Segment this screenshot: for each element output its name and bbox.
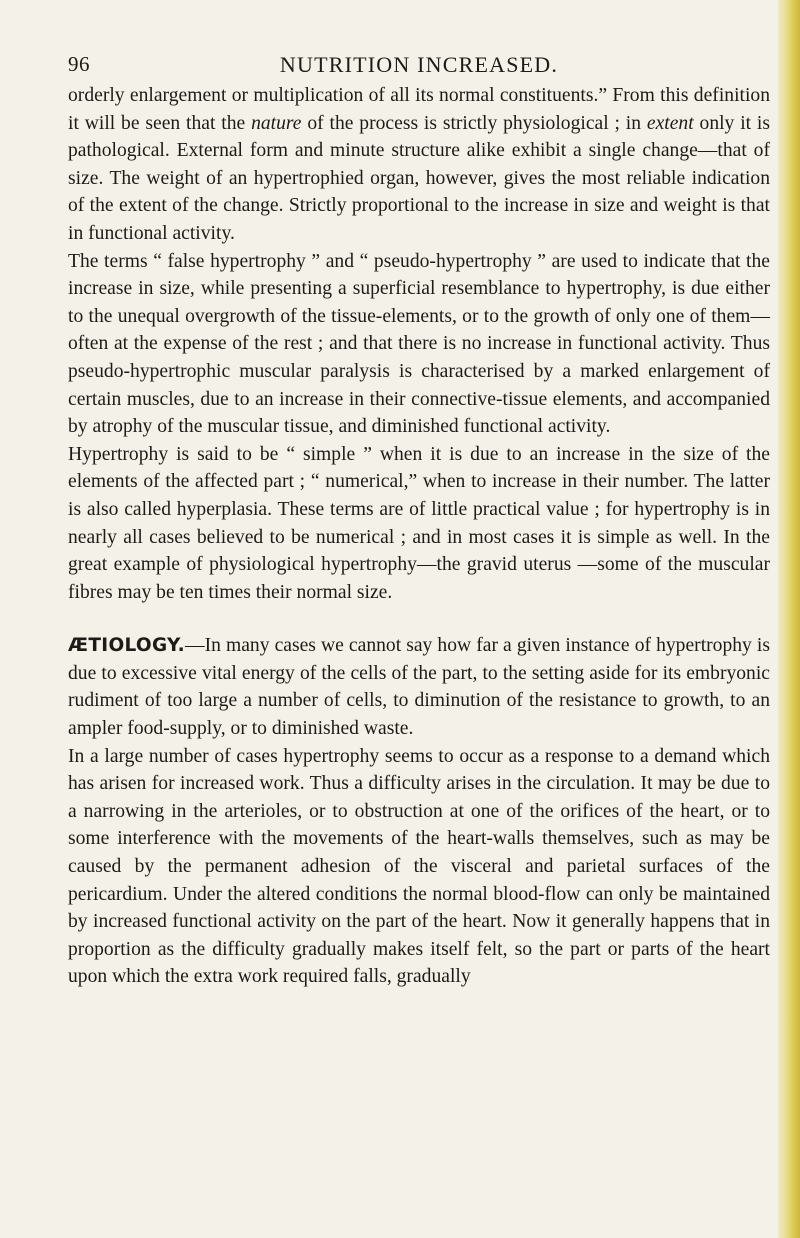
paragraph-5: In a large number of cases hypertrophy seems to occur as a response to a demand which has arisen for increased work. Thus a difficulty arises in the circulation. It may be due to a narrowing in the arterioles, or to obstruction at one of the orifices of the heart, or to some interference with the movements of the heart-walls themselves, such as may be caused by the permanent adhesion of the visceral and parietal surfaces of the pericardium. Under the altered conditions the normal blood-flow can only be maintained by increased functional activity on the part of the heart. Now it generally happens that in proportion as the difficulty gradually makes itself felt, so the part or parts of the heart upon which the extra work required falls, gradually bbox=[68, 745, 770, 988]
paragraph-4 bbox=[68, 632, 770, 742]
italic-nature: nature bbox=[251, 112, 302, 134]
paragraph-4-text: —In many cases we cannot say how far a given instance of hypertrophy is due to excessive vital energy of the cells of the part, to the setting aside for its embryonic rudiment of too large a number of cells, to diminution of the resistance to growth, to an ampler food-supply, or to diminished waste. bbox=[68, 635, 770, 740]
paragraph-1 bbox=[68, 82, 770, 248]
paragraph-2: The terms “ false hypertrophy ” and “ pseudo-hypertrophy ” are used to indicate that the increase in size, while presenting a superficial resemblance to hypertrophy, is due either to the unequal overgrowth of the tissue-elements, or to the growth of only one of them—often at the expense of the rest ; and that there is no increase in functional activity. Thus pseudo-hypertrophic muscular paralysis is characterised by a marked enlargement of certain muscles, due to an increase in their connective-tissue elements, and accompanied by atrophy of the muscular tissue, and diminished functional activity. bbox=[68, 250, 770, 438]
running-head bbox=[68, 22, 770, 82]
italic-extent: extent bbox=[646, 112, 694, 134]
paragraph-1-text-b: of the process is strictly physiological ; in bbox=[301, 112, 647, 134]
page-number: 96 bbox=[68, 52, 90, 76]
section-gap bbox=[68, 606, 770, 632]
paragraph-1-text-a: orderly enlargement or multiplication of all its normal constituents.” From this definition it will be seen that the bbox=[68, 85, 770, 134]
section-heading-aetiology: ÆTIOLOGY. bbox=[68, 635, 185, 657]
paragraph-1-text-c: only it is pathological. External form and minute structure alike exhibit a single change—that of size. The weight of an hypertrophied organ, however, gives the most reliable indication of the extent of the change. Strictly proportional to the increase in size and weight is that in functional activity. bbox=[68, 112, 770, 244]
paragraph-3: Hypertrophy is said to be “ simple ” when it is due to an increase in the size of the elements of the affected part ; “ numerical,” when to increase in their number. The latter is also called hyperplasia. These terms are of little practical value ; for hypertrophy is in nearly all cases believed to be numerical ; and in most cases it is simple as well. In the great example of physiological hypertrophy—the gravid uterus —some of the muscular fibres may be ten times their normal size. bbox=[68, 443, 770, 603]
running-title: NUTRITION INCREASED. bbox=[279, 52, 559, 77]
page-edge bbox=[778, 0, 800, 1238]
page-content bbox=[68, 22, 770, 991]
body-text bbox=[68, 82, 770, 991]
